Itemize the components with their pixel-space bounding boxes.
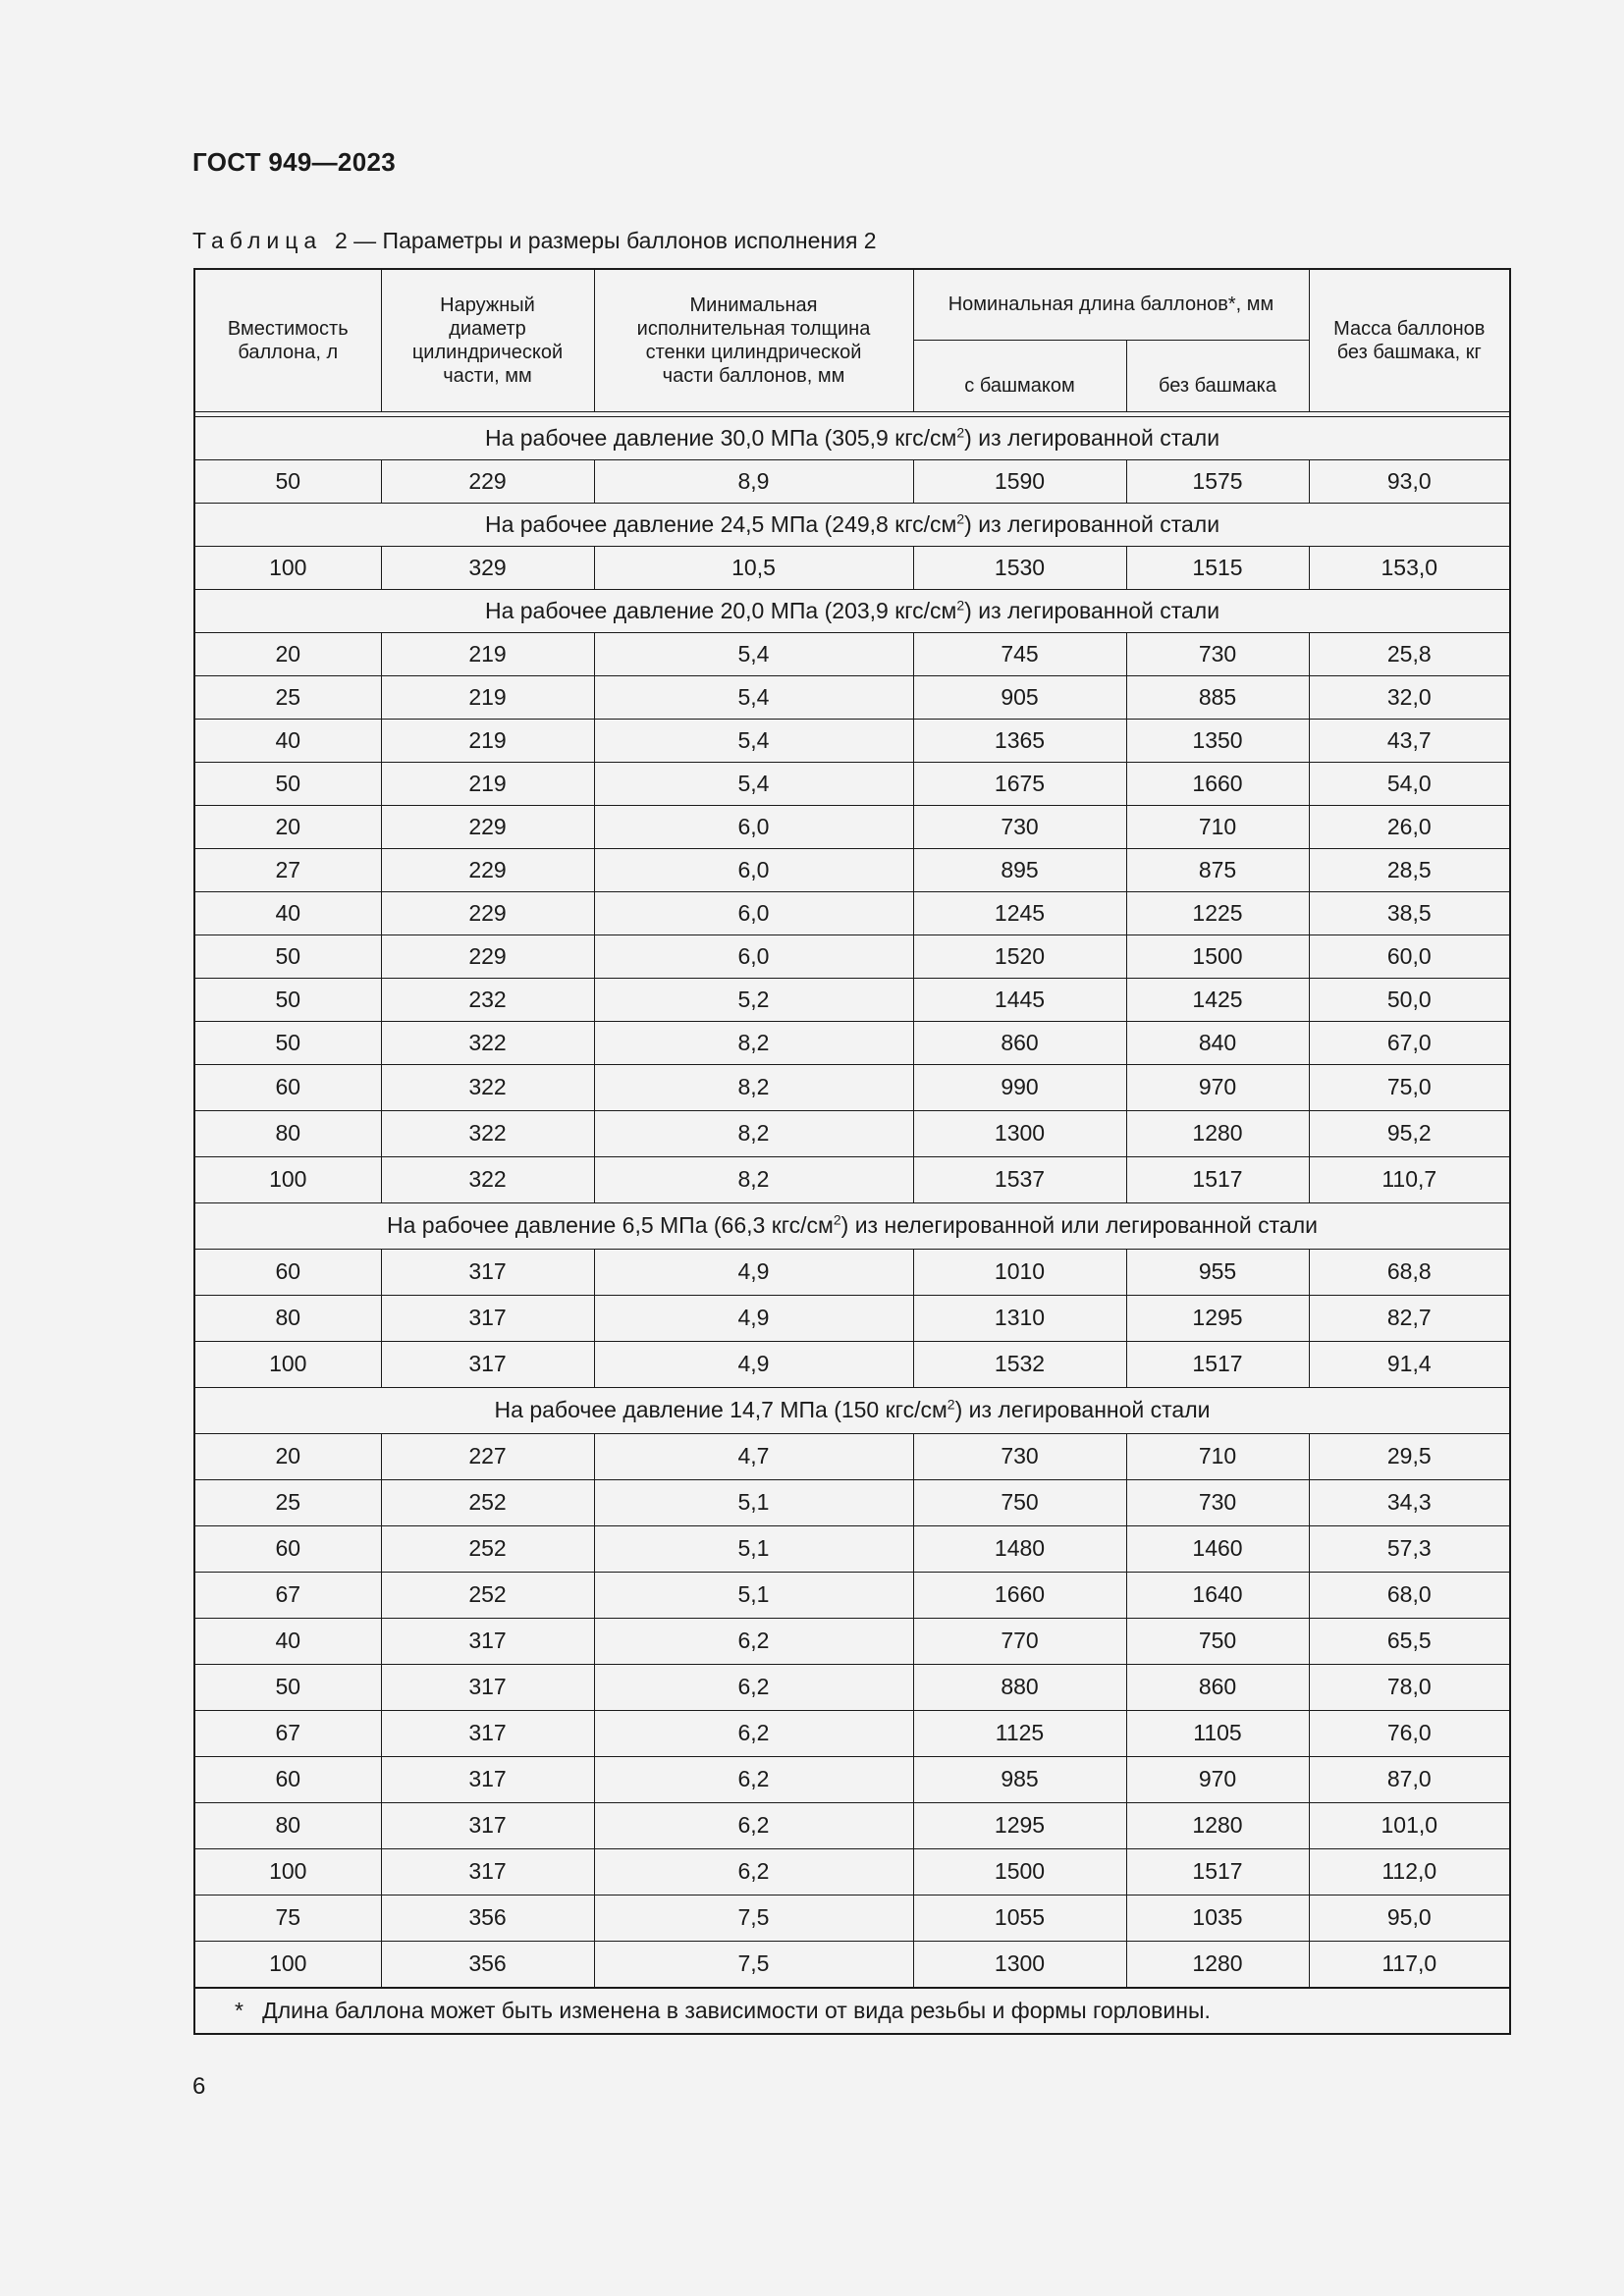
cell-thickness: 8,2 bbox=[594, 1064, 913, 1110]
cell-mass: 117,0 bbox=[1309, 1941, 1510, 1988]
table-body bbox=[194, 416, 1510, 2034]
section-heading-text-end: ) из легированной стали bbox=[964, 597, 1220, 623]
table-container bbox=[193, 268, 1509, 2035]
cell-thickness: 5,4 bbox=[594, 719, 913, 762]
cell-diameter: 322 bbox=[381, 1064, 594, 1110]
section-heading-superscript: 2 bbox=[947, 1396, 955, 1413]
section-heading-row bbox=[194, 1387, 1510, 1433]
table-row bbox=[194, 891, 1510, 934]
cell-capacity: 100 bbox=[194, 546, 381, 589]
cell-length-with-shoe: 1675 bbox=[913, 762, 1126, 805]
table-row bbox=[194, 1064, 1510, 1110]
cell-capacity: 100 bbox=[194, 1848, 381, 1895]
cell-length-without-shoe: 1517 bbox=[1126, 1156, 1309, 1202]
cell-mass: 65,5 bbox=[1309, 1618, 1510, 1664]
section-heading-text: На рабочее давление 6,5 МПа (66,3 кгс/см bbox=[387, 1212, 834, 1238]
table-caption bbox=[192, 228, 877, 254]
cell-thickness: 5,1 bbox=[594, 1572, 913, 1618]
cell-mass: 26,0 bbox=[1309, 805, 1510, 848]
cell-diameter: 219 bbox=[381, 632, 594, 675]
cell-length-with-shoe: 750 bbox=[913, 1479, 1126, 1525]
cell-capacity: 100 bbox=[194, 1341, 381, 1387]
cell-diameter: 232 bbox=[381, 978, 594, 1021]
cell-mass: 43,7 bbox=[1309, 719, 1510, 762]
cell-length-with-shoe: 905 bbox=[913, 675, 1126, 719]
cell-capacity: 25 bbox=[194, 1479, 381, 1525]
cell-mass: 54,0 bbox=[1309, 762, 1510, 805]
cell-mass: 87,0 bbox=[1309, 1756, 1510, 1802]
table-row bbox=[194, 1802, 1510, 1848]
caption-label: Таблица bbox=[192, 228, 323, 253]
cell-length-without-shoe: 1460 bbox=[1126, 1525, 1309, 1572]
cell-thickness: 8,9 bbox=[594, 459, 913, 503]
cell-length-without-shoe: 970 bbox=[1126, 1756, 1309, 1802]
cell-length-with-shoe: 985 bbox=[913, 1756, 1126, 1802]
cell-mass: 67,0 bbox=[1309, 1021, 1510, 1064]
cell-capacity: 50 bbox=[194, 1021, 381, 1064]
table-row bbox=[194, 1525, 1510, 1572]
section-heading-row bbox=[194, 589, 1510, 632]
table-row bbox=[194, 1249, 1510, 1295]
cell-thickness: 5,4 bbox=[594, 632, 913, 675]
cell-length-without-shoe: 1280 bbox=[1126, 1110, 1309, 1156]
section-heading-superscript: 2 bbox=[833, 1211, 841, 1228]
cell-length-with-shoe: 1300 bbox=[913, 1941, 1126, 1988]
cell-length-without-shoe: 730 bbox=[1126, 1479, 1309, 1525]
cell-capacity: 50 bbox=[194, 459, 381, 503]
table-row bbox=[194, 934, 1510, 978]
cell-mass: 32,0 bbox=[1309, 675, 1510, 719]
col-header-without-shoe: без башмака bbox=[1126, 340, 1309, 411]
cell-capacity: 100 bbox=[194, 1941, 381, 1988]
cell-thickness: 5,4 bbox=[594, 762, 913, 805]
cell-diameter: 252 bbox=[381, 1525, 594, 1572]
section-heading bbox=[194, 1387, 1510, 1433]
cell-diameter: 317 bbox=[381, 1710, 594, 1756]
cell-mass: 68,8 bbox=[1309, 1249, 1510, 1295]
cell-mass: 110,7 bbox=[1309, 1156, 1510, 1202]
table-row bbox=[194, 1572, 1510, 1618]
cell-thickness: 6,2 bbox=[594, 1756, 913, 1802]
cell-diameter: 322 bbox=[381, 1021, 594, 1064]
cell-thickness: 6,2 bbox=[594, 1802, 913, 1848]
cell-capacity: 80 bbox=[194, 1295, 381, 1341]
cell-diameter: 219 bbox=[381, 719, 594, 762]
cell-length-with-shoe: 1010 bbox=[913, 1249, 1126, 1295]
cell-capacity: 25 bbox=[194, 675, 381, 719]
cell-length-with-shoe: 860 bbox=[913, 1021, 1126, 1064]
col-header-thickness: Минимальная исполнительная толщина стенки цилиндрической части баллонов, мм bbox=[594, 269, 913, 411]
cell-diameter: 317 bbox=[381, 1664, 594, 1710]
cell-length-with-shoe: 1125 bbox=[913, 1710, 1126, 1756]
cell-mass: 76,0 bbox=[1309, 1710, 1510, 1756]
cell-thickness: 5,1 bbox=[594, 1479, 913, 1525]
table-row bbox=[194, 1618, 1510, 1664]
cell-capacity: 40 bbox=[194, 891, 381, 934]
cell-diameter: 229 bbox=[381, 805, 594, 848]
cell-length-without-shoe: 840 bbox=[1126, 1021, 1309, 1064]
col-header-diameter: Наружный диаметр цилиндрической части, мм bbox=[381, 269, 594, 411]
cell-thickness: 8,2 bbox=[594, 1110, 913, 1156]
section-heading-text: На рабочее давление 30,0 МПа (305,9 кгс/см bbox=[484, 424, 957, 451]
cell-length-with-shoe: 1530 bbox=[913, 546, 1126, 589]
cell-diameter: 317 bbox=[381, 1341, 594, 1387]
table-row bbox=[194, 1848, 1510, 1895]
cell-capacity: 27 bbox=[194, 848, 381, 891]
cell-mass: 101,0 bbox=[1309, 1802, 1510, 1848]
cell-length-without-shoe: 1500 bbox=[1126, 934, 1309, 978]
section-heading-text-end: ) из легированной стали bbox=[964, 510, 1220, 537]
cell-diameter: 322 bbox=[381, 1156, 594, 1202]
cell-length-with-shoe: 1245 bbox=[913, 891, 1126, 934]
table-row bbox=[194, 1895, 1510, 1941]
cell-diameter: 219 bbox=[381, 762, 594, 805]
cell-length-with-shoe: 1480 bbox=[913, 1525, 1126, 1572]
cell-length-without-shoe: 885 bbox=[1126, 675, 1309, 719]
cell-length-with-shoe: 1500 bbox=[913, 1848, 1126, 1895]
cell-diameter: 317 bbox=[381, 1249, 594, 1295]
cell-length-without-shoe: 1280 bbox=[1126, 1802, 1309, 1848]
cell-mass: 78,0 bbox=[1309, 1664, 1510, 1710]
cell-capacity: 50 bbox=[194, 934, 381, 978]
cell-capacity: 60 bbox=[194, 1525, 381, 1572]
cell-capacity: 20 bbox=[194, 632, 381, 675]
cell-thickness: 8,2 bbox=[594, 1021, 913, 1064]
cell-capacity: 60 bbox=[194, 1064, 381, 1110]
cell-length-with-shoe: 1532 bbox=[913, 1341, 1126, 1387]
cell-length-with-shoe: 1660 bbox=[913, 1572, 1126, 1618]
cell-capacity: 40 bbox=[194, 719, 381, 762]
caption-number: 2 bbox=[334, 228, 348, 253]
page-number: 6 bbox=[192, 2073, 206, 2100]
cell-thickness: 6,0 bbox=[594, 805, 913, 848]
section-heading-text: На рабочее давление 14,7 МПа (150 кгс/см bbox=[494, 1397, 947, 1422]
table-row bbox=[194, 1710, 1510, 1756]
cell-mass: 95,0 bbox=[1309, 1895, 1510, 1941]
cell-capacity: 80 bbox=[194, 1110, 381, 1156]
table-row bbox=[194, 978, 1510, 1021]
table-row bbox=[194, 459, 1510, 503]
cell-diameter: 229 bbox=[381, 891, 594, 934]
parameters-table bbox=[193, 268, 1511, 2035]
cell-mass: 50,0 bbox=[1309, 978, 1510, 1021]
cell-thickness: 4,9 bbox=[594, 1341, 913, 1387]
cell-length-without-shoe: 1515 bbox=[1126, 546, 1309, 589]
cell-thickness: 4,7 bbox=[594, 1433, 913, 1479]
section-heading-superscript: 2 bbox=[956, 423, 965, 440]
cell-diameter: 317 bbox=[381, 1295, 594, 1341]
cell-length-without-shoe: 970 bbox=[1126, 1064, 1309, 1110]
cell-length-with-shoe: 880 bbox=[913, 1664, 1126, 1710]
cell-thickness: 5,2 bbox=[594, 978, 913, 1021]
cell-mass: 34,3 bbox=[1309, 1479, 1510, 1525]
section-heading bbox=[194, 416, 1510, 459]
table-row bbox=[194, 1295, 1510, 1341]
cell-length-with-shoe: 1310 bbox=[913, 1295, 1126, 1341]
cell-diameter: 317 bbox=[381, 1848, 594, 1895]
cell-thickness: 10,5 bbox=[594, 546, 913, 589]
cell-thickness: 4,9 bbox=[594, 1295, 913, 1341]
cell-diameter: 229 bbox=[381, 848, 594, 891]
cell-mass: 82,7 bbox=[1309, 1295, 1510, 1341]
section-heading-text: На рабочее давление 20,0 МПа (203,9 кгс/см bbox=[484, 597, 957, 623]
cell-thickness: 6,2 bbox=[594, 1710, 913, 1756]
table-row bbox=[194, 848, 1510, 891]
cell-length-without-shoe: 1280 bbox=[1126, 1941, 1309, 1988]
section-heading-row bbox=[194, 416, 1510, 459]
cell-capacity: 50 bbox=[194, 1664, 381, 1710]
cell-diameter: 219 bbox=[381, 675, 594, 719]
cell-length-with-shoe: 1055 bbox=[913, 1895, 1126, 1941]
cell-thickness: 5,4 bbox=[594, 675, 913, 719]
cell-diameter: 329 bbox=[381, 546, 594, 589]
table-row bbox=[194, 762, 1510, 805]
cell-thickness: 4,9 bbox=[594, 1249, 913, 1295]
section-heading bbox=[194, 589, 1510, 632]
table-header bbox=[194, 269, 1510, 416]
cell-mass: 57,3 bbox=[1309, 1525, 1510, 1572]
table-row bbox=[194, 1941, 1510, 1988]
cell-length-without-shoe: 750 bbox=[1126, 1618, 1309, 1664]
table-row bbox=[194, 1433, 1510, 1479]
table-row bbox=[194, 1021, 1510, 1064]
cell-mass: 91,4 bbox=[1309, 1341, 1510, 1387]
cell-mass: 68,0 bbox=[1309, 1572, 1510, 1618]
section-heading-row bbox=[194, 1202, 1510, 1249]
section-heading bbox=[194, 1202, 1510, 1249]
cell-capacity: 50 bbox=[194, 978, 381, 1021]
cell-length-without-shoe: 1640 bbox=[1126, 1572, 1309, 1618]
cell-diameter: 317 bbox=[381, 1802, 594, 1848]
cell-length-without-shoe: 1035 bbox=[1126, 1895, 1309, 1941]
table-row bbox=[194, 675, 1510, 719]
cell-mass: 75,0 bbox=[1309, 1064, 1510, 1110]
cell-length-with-shoe: 895 bbox=[913, 848, 1126, 891]
col-header-with-shoe: с башмаком bbox=[913, 340, 1126, 411]
cell-capacity: 67 bbox=[194, 1710, 381, 1756]
cell-mass: 112,0 bbox=[1309, 1848, 1510, 1895]
cell-length-with-shoe: 1300 bbox=[913, 1110, 1126, 1156]
section-heading-text: На рабочее давление 24,5 МПа (249,8 кгс/см bbox=[484, 510, 957, 537]
cell-length-with-shoe: 730 bbox=[913, 1433, 1126, 1479]
document-header: ГОСТ 949—2023 bbox=[192, 147, 396, 177]
section-heading-text-end: ) из легированной стали bbox=[964, 424, 1220, 451]
cell-length-without-shoe: 730 bbox=[1126, 632, 1309, 675]
cell-mass: 28,5 bbox=[1309, 848, 1510, 891]
cell-diameter: 356 bbox=[381, 1941, 594, 1988]
cell-length-without-shoe: 875 bbox=[1126, 848, 1309, 891]
table-row bbox=[194, 1664, 1510, 1710]
cell-length-without-shoe: 955 bbox=[1126, 1249, 1309, 1295]
table-row bbox=[194, 1110, 1510, 1156]
cell-capacity: 67 bbox=[194, 1572, 381, 1618]
cell-length-without-shoe: 1517 bbox=[1126, 1848, 1309, 1895]
cell-length-with-shoe: 1520 bbox=[913, 934, 1126, 978]
table-row bbox=[194, 1479, 1510, 1525]
cell-length-without-shoe: 1295 bbox=[1126, 1295, 1309, 1341]
cell-length-without-shoe: 1575 bbox=[1126, 459, 1309, 503]
cell-length-without-shoe: 710 bbox=[1126, 1433, 1309, 1479]
cell-thickness: 6,0 bbox=[594, 848, 913, 891]
cell-thickness: 8,2 bbox=[594, 1156, 913, 1202]
cell-length-with-shoe: 1365 bbox=[913, 719, 1126, 762]
cell-length-with-shoe: 730 bbox=[913, 805, 1126, 848]
cell-length-without-shoe: 1350 bbox=[1126, 719, 1309, 762]
table-row bbox=[194, 805, 1510, 848]
cell-thickness: 6,0 bbox=[594, 891, 913, 934]
cell-capacity: 75 bbox=[194, 1895, 381, 1941]
cell-mass: 25,8 bbox=[1309, 632, 1510, 675]
cell-length-with-shoe: 1445 bbox=[913, 978, 1126, 1021]
cell-length-without-shoe: 710 bbox=[1126, 805, 1309, 848]
cell-length-without-shoe: 1425 bbox=[1126, 978, 1309, 1021]
cell-capacity: 50 bbox=[194, 762, 381, 805]
cell-capacity: 20 bbox=[194, 805, 381, 848]
table-row bbox=[194, 719, 1510, 762]
col-header-length-group: Номинальная длина баллонов*, мм bbox=[913, 269, 1309, 340]
cell-capacity: 60 bbox=[194, 1756, 381, 1802]
cell-length-without-shoe: 1225 bbox=[1126, 891, 1309, 934]
cell-mass: 93,0 bbox=[1309, 459, 1510, 503]
cell-length-without-shoe: 860 bbox=[1126, 1664, 1309, 1710]
cell-thickness: 6,2 bbox=[594, 1848, 913, 1895]
cell-diameter: 317 bbox=[381, 1756, 594, 1802]
table-row bbox=[194, 1341, 1510, 1387]
cell-capacity: 100 bbox=[194, 1156, 381, 1202]
section-heading-superscript: 2 bbox=[956, 509, 965, 526]
cell-mass: 60,0 bbox=[1309, 934, 1510, 978]
footnote-row bbox=[194, 1988, 1510, 2034]
cell-length-with-shoe: 745 bbox=[913, 632, 1126, 675]
cell-mass: 38,5 bbox=[1309, 891, 1510, 934]
table-row bbox=[194, 1156, 1510, 1202]
cell-length-without-shoe: 1105 bbox=[1126, 1710, 1309, 1756]
cell-thickness: 6,2 bbox=[594, 1618, 913, 1664]
cell-diameter: 356 bbox=[381, 1895, 594, 1941]
cell-thickness: 7,5 bbox=[594, 1941, 913, 1988]
col-header-mass: Масса баллонов без башмака, кг bbox=[1309, 269, 1510, 411]
cell-length-without-shoe: 1660 bbox=[1126, 762, 1309, 805]
cell-length-without-shoe: 1517 bbox=[1126, 1341, 1309, 1387]
cell-diameter: 252 bbox=[381, 1479, 594, 1525]
cell-capacity: 40 bbox=[194, 1618, 381, 1664]
cell-thickness: 6,0 bbox=[594, 934, 913, 978]
cell-length-with-shoe: 1590 bbox=[913, 459, 1126, 503]
col-header-capacity: Вместимость баллона, л bbox=[194, 269, 381, 411]
cell-diameter: 317 bbox=[381, 1618, 594, 1664]
cell-length-with-shoe: 1537 bbox=[913, 1156, 1126, 1202]
cell-thickness: 7,5 bbox=[594, 1895, 913, 1941]
footnote: * Длина баллона может быть изменена в зависимости от вида резьбы и формы горловины. bbox=[194, 1988, 1510, 2034]
section-heading-superscript: 2 bbox=[956, 596, 965, 613]
cell-diameter: 227 bbox=[381, 1433, 594, 1479]
cell-capacity: 80 bbox=[194, 1802, 381, 1848]
cell-capacity: 60 bbox=[194, 1249, 381, 1295]
cell-diameter: 252 bbox=[381, 1572, 594, 1618]
cell-mass: 29,5 bbox=[1309, 1433, 1510, 1479]
section-heading-text-end: ) из легированной стали bbox=[954, 1397, 1211, 1422]
cell-length-with-shoe: 990 bbox=[913, 1064, 1126, 1110]
cell-capacity: 20 bbox=[194, 1433, 381, 1479]
cell-length-with-shoe: 770 bbox=[913, 1618, 1126, 1664]
cell-diameter: 322 bbox=[381, 1110, 594, 1156]
cell-mass: 153,0 bbox=[1309, 546, 1510, 589]
cell-diameter: 229 bbox=[381, 459, 594, 503]
table-row bbox=[194, 1756, 1510, 1802]
caption-text: — Параметры и размеры баллонов исполнения 2 bbox=[347, 228, 877, 253]
section-heading-text-end: ) из нелегированной или легированной стали bbox=[840, 1212, 1318, 1238]
cell-thickness: 5,1 bbox=[594, 1525, 913, 1572]
cell-thickness: 6,2 bbox=[594, 1664, 913, 1710]
section-heading-row bbox=[194, 503, 1510, 546]
cell-diameter: 229 bbox=[381, 934, 594, 978]
section-heading bbox=[194, 503, 1510, 546]
cell-mass: 95,2 bbox=[1309, 1110, 1510, 1156]
table-row bbox=[194, 632, 1510, 675]
cell-length-with-shoe: 1295 bbox=[913, 1802, 1126, 1848]
table-row bbox=[194, 546, 1510, 589]
